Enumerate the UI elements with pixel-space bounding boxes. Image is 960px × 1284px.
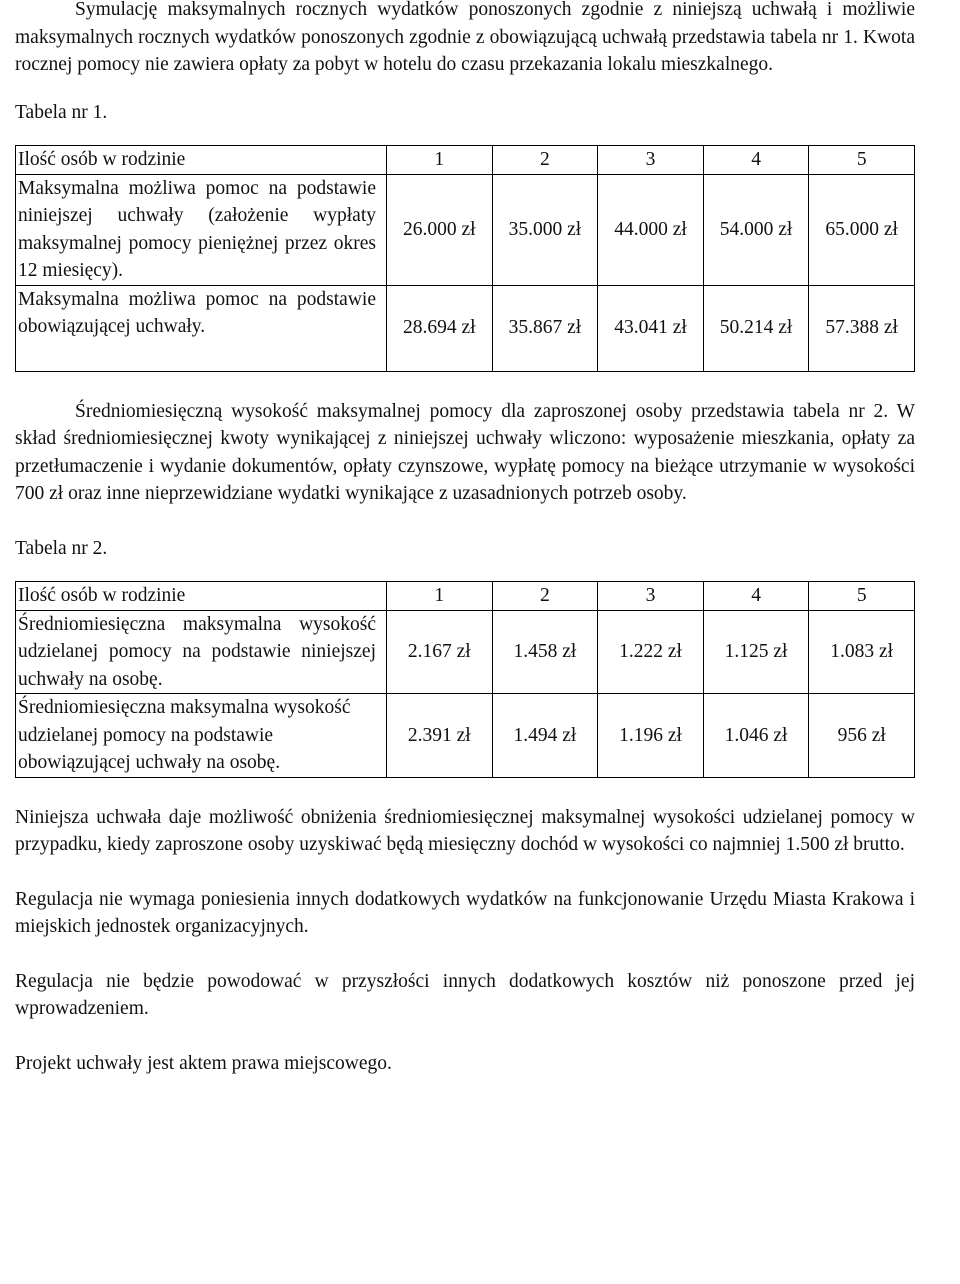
paragraph-6: Projekt uchwały jest aktem prawa miejscowego.: [15, 1052, 392, 1074]
table1-value-cell: 43.041 zł: [598, 285, 704, 371]
table1-value-cell: 26.000 zł: [387, 174, 493, 285]
table2-value-cell: 1.125 zł: [703, 610, 809, 694]
table2-header-cell: 3: [598, 582, 704, 611]
table2-header-cell: Ilość osób w rodzinie: [16, 582, 387, 611]
table2-value-cell: 956 zł: [809, 694, 915, 778]
table2-header-cell: 2: [492, 582, 598, 611]
table2-value-cell: 1.458 zł: [492, 610, 598, 694]
table1-row-label: Maksymalna możliwa pomoc na podstawie obowiązującej uchwały.: [16, 285, 387, 371]
table1-value-cell: 44.000 zł: [598, 174, 704, 285]
table-1: [15, 145, 915, 372]
table1-value-cell: 35.000 zł: [492, 174, 598, 285]
table1-value-cell: 35.867 zł: [492, 285, 598, 371]
table2-value-cell: 1.083 zł: [809, 610, 915, 694]
paragraph-5: Regulacja nie będzie powodować w przyszłości innych dodatkowych kosztów niż ponoszone przed jej wprowadzeniem.: [15, 970, 915, 1019]
table2-row-label: Średniomiesięczna maksymalna wysokość udzielanej pomocy na podstawie niniejszej uchwały na osobę.: [16, 610, 387, 694]
intro-paragraph: Symulację maksymalnych rocznych wydatków ponoszonych zgodnie z niniejszą uchwałą i możliwie maksymalnych rocznych wydatków ponoszonych zgodnie z obowiązującą uchwałą przedstawia tabela nr 1. Kwota rocznej pomocy nie zawiera opłaty za pobyt w hotelu do czasu przekazania lokalu mieszkalnego.: [15, 0, 915, 75]
table1-header-cell: 2: [492, 146, 598, 175]
table2-value-cell: 1.046 zł: [703, 694, 809, 778]
table2-value-cell: 2.167 zł: [387, 610, 493, 694]
table1-value-cell: 57.388 zł: [809, 285, 915, 371]
table1-value-cell: 65.000 zł: [809, 174, 915, 285]
table-row: [16, 285, 915, 371]
paragraph-2: Średniomiesięczną wysokość maksymalnej pomocy dla zaproszonej osoby przedstawia tabela nr 2. W skład średniomiesięcznej kwoty wynikającej z niniejszej uchwały wliczono: wyposażenie mieszkania, opłaty za przetłumaczenie i wydanie dokumentów, opłaty czynszowe, wypłatę pomocy na bieżące utrzymanie w wysokości 700 zł oraz inne nieprzewidziane wydatki wynikające z uzasadnionych potrzeb osoby.: [15, 400, 915, 504]
table1-header-cell: Ilość osób w rodzinie: [16, 146, 387, 175]
table1-value-cell: 54.000 zł: [703, 174, 809, 285]
paragraph-3: Niniejsza uchwała daje możliwość obniżenia średniomiesięcznej maksymalnej wysokości udzielanej pomocy w przypadku, kiedy zaproszone osoby uzyskiwać będą miesięczny dochód w wysokości co najmniej 1.500 zł brutto.: [15, 806, 915, 855]
table1-value-cell: 50.214 zł: [703, 285, 809, 371]
table2-value-cell: 2.391 zł: [387, 694, 493, 778]
table1-header-cell: 3: [598, 146, 704, 175]
table2-label: Tabela nr 2.: [15, 537, 108, 559]
table1-value-cell: 28.694 zł: [387, 285, 493, 371]
table2-value-cell: 1.196 zł: [598, 694, 704, 778]
paragraph-4: Regulacja nie wymaga poniesienia innych dodatkowych wydatków na funkcjonowanie Urzędu Miasta Krakowa i miejskich jednostek organizacyjnych.: [15, 888, 915, 937]
table-row: [16, 694, 915, 778]
table-2: [15, 581, 915, 778]
table1-label: Tabela nr 1.: [15, 101, 108, 123]
table2-value-cell: 1.222 zł: [598, 610, 704, 694]
table1-header-cell: 4: [703, 146, 809, 175]
table-row: [16, 174, 915, 285]
table2-header-cell: 4: [703, 582, 809, 611]
table1-header-row: [16, 146, 915, 175]
table2-value-cell: 1.494 zł: [492, 694, 598, 778]
table2-row-label: Średniomiesięczna maksymalna wysokość udzielanej pomocy na podstawie obowiązującej uchwały na osobę.: [16, 694, 387, 778]
table1-header-cell: 5: [809, 146, 915, 175]
table2-header-cell: 5: [809, 582, 915, 611]
document-page: [15, 0, 915, 1077]
table-row: [16, 610, 915, 694]
table1-row-label: Maksymalna możliwa pomoc na podstawie niniejszej uchwały (założenie wypłaty maksymalnej pomocy pieniężnej przez okres 12 miesięcy).: [16, 174, 387, 285]
table1-header-cell: 1: [387, 146, 493, 175]
table2-header-cell: 1: [387, 582, 493, 611]
table2-header-row: [16, 582, 915, 611]
